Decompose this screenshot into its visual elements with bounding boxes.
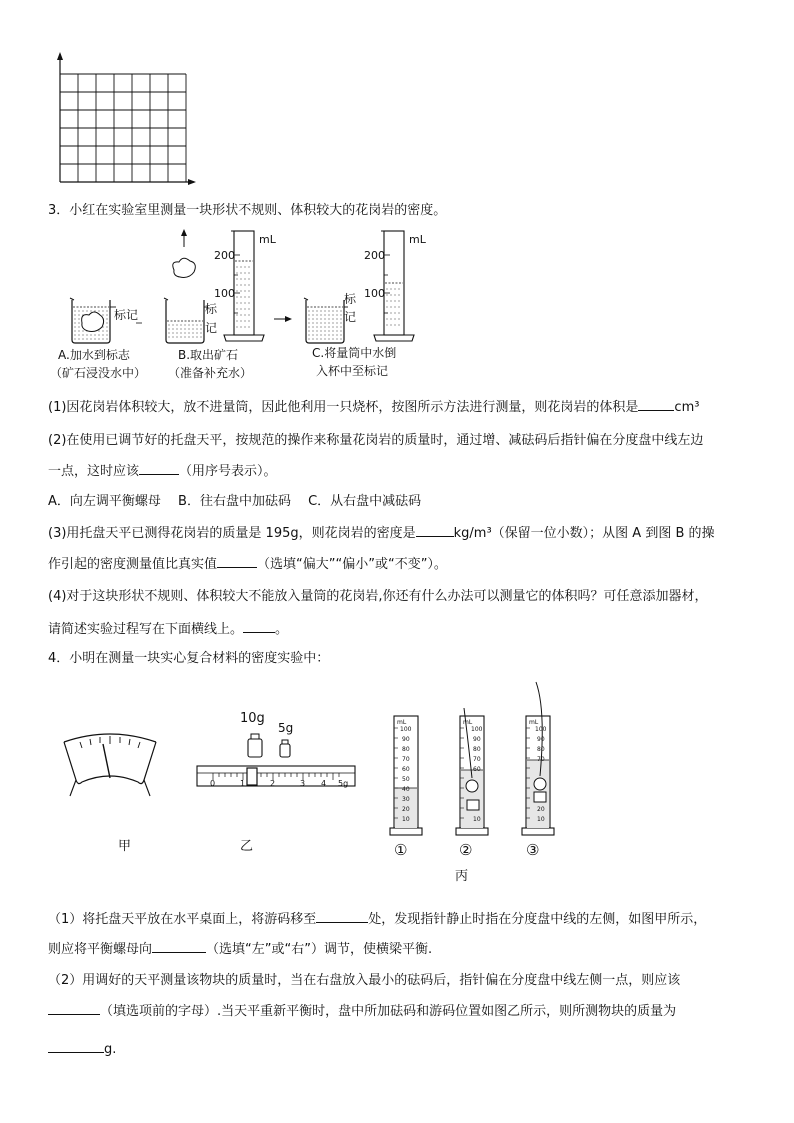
label-circle-2: ② xyxy=(459,841,473,859)
weight-5g-label: 5g xyxy=(278,721,294,735)
cyl-b-tick: 80 xyxy=(473,746,481,753)
cyl-a-tick: 60 xyxy=(402,766,410,773)
mark-c-2: 记 xyxy=(344,310,357,324)
cyl-a-tick: 50 xyxy=(402,776,410,783)
cyl1-ml: mL xyxy=(259,233,276,246)
empty-graph-grid xyxy=(50,50,200,190)
q3-part3-line2: 作引起的密度测量值比真实值 （选填“偏大”“偏小”或“不变”）。 xyxy=(48,557,447,572)
answer-blank[interactable] xyxy=(139,462,179,475)
cylinders-figure xyxy=(384,680,564,840)
ruler-tick-1: 1 xyxy=(240,779,246,788)
cyl-b-tick: 60 xyxy=(473,766,481,773)
ruler-tick-3: 3 xyxy=(300,779,306,788)
dial-pointer xyxy=(103,744,110,778)
q4-part1-line2: 则应将平衡螺母向 （选填“左”或“右”）调节，使横梁平衡. xyxy=(48,942,433,957)
answer-blank[interactable] xyxy=(217,555,257,568)
label-yi: 乙 xyxy=(240,839,254,854)
q3-part4-line2: 请简述实验过程写在下面横线上。 。 xyxy=(48,622,289,637)
cyl-a-ml: mL xyxy=(397,719,407,726)
label-jia: 甲 xyxy=(118,839,132,854)
cyl-c-tick: 80 xyxy=(537,746,545,753)
cyl2-tick-100: 100 xyxy=(364,287,385,300)
q3-part2-line1: (2)在使用已调节好的托盘天平，按规范的操作来称量花岗岩的质量时，通过增、减砝码后指针偏在分度盘中线左边 xyxy=(48,433,704,448)
cyl-c-tick: 100 xyxy=(535,726,547,733)
cyl1-tick-200: 200 xyxy=(214,249,235,262)
cyl-b-tick: 100 xyxy=(471,726,483,733)
q4-part1-line1: （1）将托盘天平放在水平桌面上，将游码移至 处，发现指针静止时指在分度盘中线的左侧，如图甲所示， xyxy=(48,912,707,927)
cyl-a-tick: 70 xyxy=(402,756,410,763)
caption-a-2: （矿石浸没水中） xyxy=(50,366,147,380)
answer-blank[interactable] xyxy=(48,1002,100,1015)
balance-dial-figure xyxy=(60,730,160,810)
q4-part2-line2: （填选项前的字母）.当天平重新平衡时，盘中所加砝码和游码位置如图乙所示，则所测物块的质量为 xyxy=(48,1002,676,1020)
label-circle-3: ③ xyxy=(526,841,540,859)
cyl-a-tick: 80 xyxy=(402,746,410,753)
weight-5g xyxy=(280,740,290,757)
q4-part2-line3: g. xyxy=(48,1040,116,1058)
weight-10g xyxy=(248,734,262,757)
ruler-tick-2: 2 xyxy=(270,779,276,788)
caption-c-1: C.将量筒中水倒 xyxy=(312,346,397,360)
beaker-c xyxy=(304,298,348,343)
mark-c-1: 标 xyxy=(344,292,357,306)
answer-blank[interactable] xyxy=(638,398,674,411)
mark-b-2: 记 xyxy=(205,321,218,335)
mark-b-1: 标 xyxy=(205,302,218,316)
cyl-b-tick: 10 xyxy=(473,816,481,823)
cyl-b-ml: mL xyxy=(463,719,473,726)
cyl-c-tick: 10 xyxy=(537,816,545,823)
cyl2-tick-200: 200 xyxy=(364,249,385,262)
q3-part2-line2: 一点，这时应该 （用序号表示）。 xyxy=(48,464,277,479)
answer-blank[interactable] xyxy=(152,940,206,953)
cyl-a-tick: 40 xyxy=(402,786,410,793)
ruler-tick-0: 0 xyxy=(210,779,216,788)
q3-part3-line1: (3)用托盘天平已测得花岗岩的质量是 195g，则花岗岩的密度是 kg/m³（保留一位小数）；从图 A 到图 B 的操 xyxy=(48,526,715,541)
caption-b-2: （准备补充水） xyxy=(168,366,253,380)
cyl-a-tick: 20 xyxy=(402,806,410,813)
cyl-c-tick: 70 xyxy=(537,756,545,763)
cyl-a-tick: 90 xyxy=(402,736,410,743)
answer-blank[interactable] xyxy=(48,1040,104,1053)
cyl-a-tick: 100 xyxy=(400,726,412,733)
cyl-a-tick: 30 xyxy=(402,796,410,803)
cyl-c-tick: 20 xyxy=(537,806,545,813)
measuring-cylinder-2 xyxy=(374,231,414,341)
rider[interactable] xyxy=(247,768,257,785)
ruler-tick-4: 4 xyxy=(321,779,327,788)
cyl2-ml: mL xyxy=(409,233,426,246)
q4-intro: 4．小明在测量一块实心复合材料的密度实验中： xyxy=(48,651,330,666)
cyl-a-tick: 10 xyxy=(402,816,410,823)
ruler-tick-5g: 5g xyxy=(338,779,349,788)
caption-b-1: B.取出矿石 xyxy=(178,348,239,362)
q3-part4-line1: (4)对于这块形状不规则、体积较大不能放入量筒的花岗岩,你还有什么办法可以测量它的体积吗？可任意添加器材， xyxy=(48,589,708,604)
weight-10g-label: 10g xyxy=(240,711,265,726)
cyl-c-tick: 90 xyxy=(537,736,545,743)
label-bing: 丙 xyxy=(455,869,469,884)
cyl-b-tick: 90 xyxy=(473,736,481,743)
caption-a-1: A.加水到标志 xyxy=(58,348,130,362)
caption-c-2: 入杯中至标记 xyxy=(316,364,389,378)
label-circle-1: ① xyxy=(394,841,408,859)
cyl-b-tick: 70 xyxy=(473,756,481,763)
mark-a: 标记 xyxy=(114,308,139,322)
rock-lifted xyxy=(173,258,196,277)
beaker-a xyxy=(70,298,116,343)
beaker-b xyxy=(164,298,208,343)
cyl1-tick-100: 100 xyxy=(214,287,235,300)
answer-blank[interactable] xyxy=(243,620,275,633)
answer-blank[interactable] xyxy=(316,910,368,923)
q3-options: A．向左调平衡螺母 B．往右盘中加砝码 C．从右盘中减砝码 xyxy=(48,494,422,509)
q3-part1: (1)因花岗岩体积较大，放不进量筒，因此他利用一只烧杯，按图所示方法进行测量，则花岗岩的体积是 cm³ xyxy=(48,400,700,415)
rider-ruler xyxy=(197,766,355,786)
rock-in-water xyxy=(82,312,104,332)
q3-intro: 3．小红在实验室里测量一块形状不规则、体积较大的花岗岩的密度。 xyxy=(48,203,447,218)
weights-ruler-figure xyxy=(195,728,360,798)
cyl-c-ml: mL xyxy=(529,719,539,726)
answer-blank[interactable] xyxy=(416,524,454,537)
q4-part2-line1: （2）用调好的天平测量该物块的质量时，当在右盘放入最小的砝码后，指针偏在分度盘中线左侧一点，则应该 xyxy=(48,973,681,988)
measuring-cylinder-1 xyxy=(224,231,264,341)
